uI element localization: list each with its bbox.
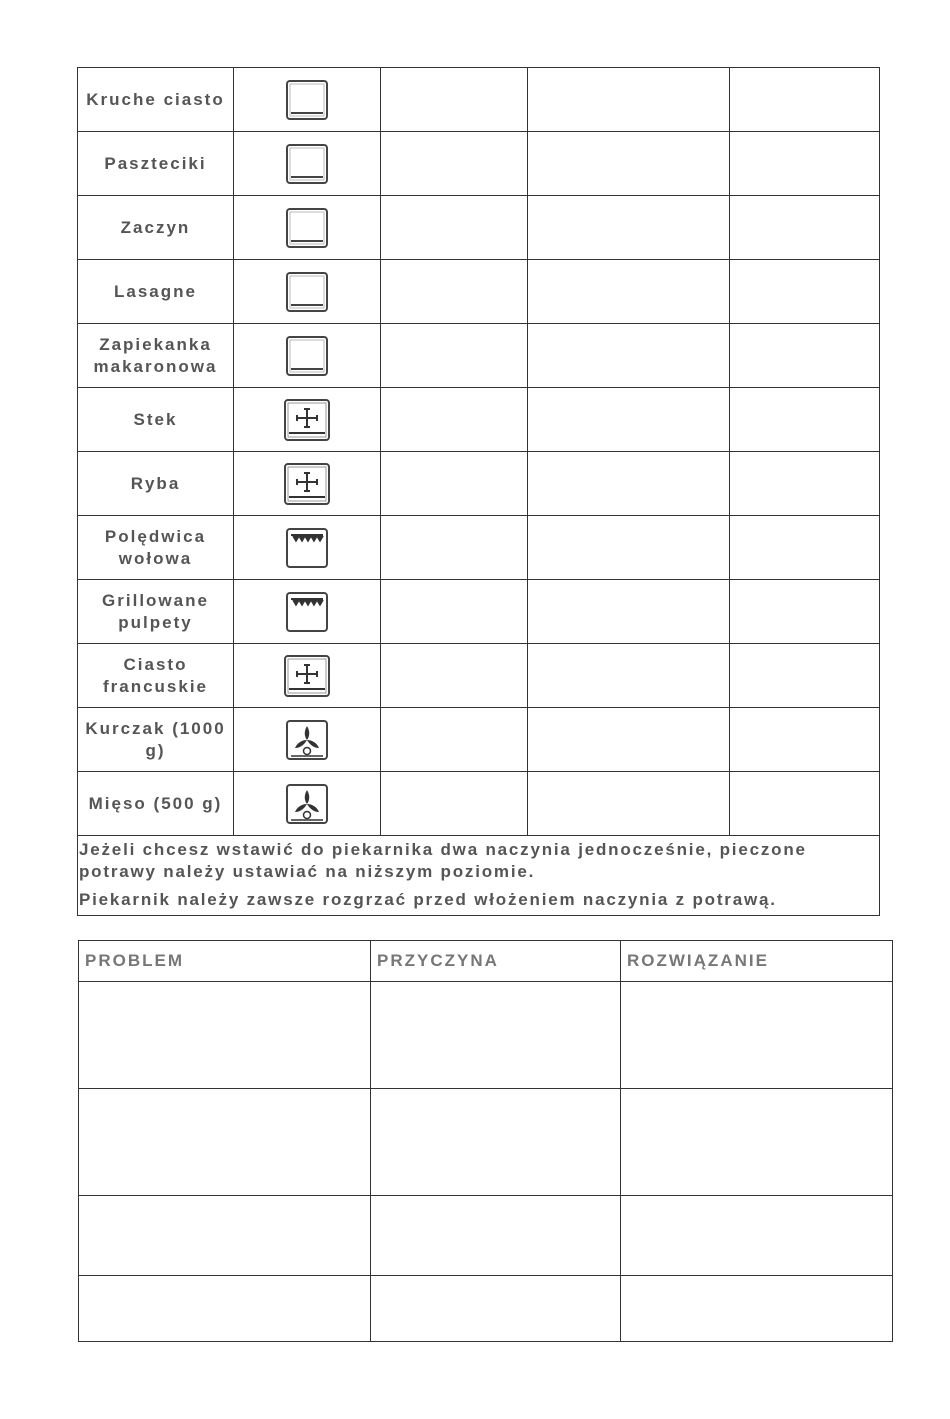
table-row: [78, 516, 880, 580]
grill-icon: [283, 590, 331, 634]
table-row: [78, 772, 880, 836]
fan-heating-icon: [283, 462, 331, 506]
dish-name: Kurczak (1000 g): [78, 708, 234, 772]
note-line-2: Piekarnik należy zawsze rozgrzać przed włożeniem naczynia z potrawą.: [79, 890, 777, 909]
dish-name: Stek: [78, 388, 234, 452]
dish-name: Mięso (500 g): [78, 772, 234, 836]
empty-cell: [381, 452, 528, 516]
conventional-icon: [283, 334, 331, 378]
empty-cell: [528, 708, 730, 772]
empty-cell: [528, 580, 730, 644]
grill-icon: [283, 526, 331, 570]
empty-cell: [381, 68, 528, 132]
empty-cell: [381, 516, 528, 580]
conventional-icon: [283, 270, 331, 314]
dish-name: Ciasto francuskie: [78, 644, 234, 708]
table-row: [78, 196, 880, 260]
empty-cell: [730, 708, 880, 772]
problem-table: [78, 940, 893, 1342]
empty-cell: [528, 772, 730, 836]
empty-cell: [381, 772, 528, 836]
table-row: [78, 132, 880, 196]
function-icon-cell: [234, 196, 381, 260]
conventional-icon: [283, 206, 331, 250]
table-row: [78, 260, 880, 324]
empty-cell: [528, 132, 730, 196]
cooking-table-body: [78, 68, 880, 916]
fan-heating-icon: [283, 654, 331, 698]
dish-name: Lasagne: [78, 260, 234, 324]
empty-cell: [528, 644, 730, 708]
header-solution: ROZWIĄZANIE: [621, 941, 893, 982]
empty-cell: [381, 196, 528, 260]
dish-name: Zapiekanka makaronowa: [78, 324, 234, 388]
table-row: [78, 644, 880, 708]
table-row: [78, 68, 880, 132]
function-icon-cell: [234, 388, 381, 452]
empty-cell: [381, 644, 528, 708]
table-row: [78, 388, 880, 452]
table-row: [78, 580, 880, 644]
header-cause: PRZYCZYNA: [371, 941, 621, 982]
note-cell: [78, 836, 880, 916]
empty-cell: [730, 516, 880, 580]
table-row: [78, 324, 880, 388]
empty-cell: [730, 196, 880, 260]
empty-cell: [381, 708, 528, 772]
function-icon-cell: [234, 68, 381, 132]
empty-cell: [528, 68, 730, 132]
empty-cell: [381, 260, 528, 324]
table-row: [79, 982, 893, 1089]
dish-name: Grillowane pulpety: [78, 580, 234, 644]
empty-cell: [730, 772, 880, 836]
table-row: [79, 1276, 893, 1342]
function-icon-cell: [234, 708, 381, 772]
table-row: [78, 452, 880, 516]
empty-cell: [381, 132, 528, 196]
empty-cell: [730, 580, 880, 644]
empty-cell: [730, 324, 880, 388]
empty-cell: [730, 260, 880, 324]
rotisserie-icon: [283, 782, 331, 826]
rotisserie-icon: [283, 718, 331, 762]
table-row: [79, 1089, 893, 1196]
problem-header-row: [79, 941, 893, 982]
function-icon-cell: [234, 452, 381, 516]
empty-cell: [730, 68, 880, 132]
function-icon-cell: [234, 644, 381, 708]
empty-cell: [528, 324, 730, 388]
header-problem: PROBLEM: [79, 941, 371, 982]
note-line-1: Jeżeli chcesz wstawić do piekarnika dwa naczynia jednocześnie, pieczone potrawy należy ustawiać na niższym poziomie.: [79, 840, 807, 881]
empty-cell: [381, 324, 528, 388]
conventional-icon: [283, 142, 331, 186]
function-icon-cell: [234, 132, 381, 196]
table-row: [79, 1196, 893, 1276]
empty-cell: [730, 452, 880, 516]
table-row: [78, 708, 880, 772]
conventional-icon: [283, 78, 331, 122]
dish-name: Paszteciki: [78, 132, 234, 196]
function-icon-cell: [234, 260, 381, 324]
empty-cell: [381, 580, 528, 644]
function-icon-cell: [234, 772, 381, 836]
function-icon-cell: [234, 580, 381, 644]
dish-name: Zaczyn: [78, 196, 234, 260]
function-icon-cell: [234, 516, 381, 580]
empty-cell: [730, 388, 880, 452]
empty-cell: [730, 132, 880, 196]
dish-name: Kruche ciasto: [78, 68, 234, 132]
empty-cell: [528, 196, 730, 260]
note-row: [78, 836, 880, 916]
empty-cell: [528, 516, 730, 580]
dish-name: Polędwica wołowa: [78, 516, 234, 580]
empty-cell: [528, 388, 730, 452]
empty-cell: [381, 388, 528, 452]
empty-cell: [528, 260, 730, 324]
function-icon-cell: [234, 324, 381, 388]
fan-heating-icon: [283, 398, 331, 442]
dish-name: Ryba: [78, 452, 234, 516]
cooking-table: [77, 67, 880, 916]
empty-cell: [528, 452, 730, 516]
empty-cell: [730, 644, 880, 708]
